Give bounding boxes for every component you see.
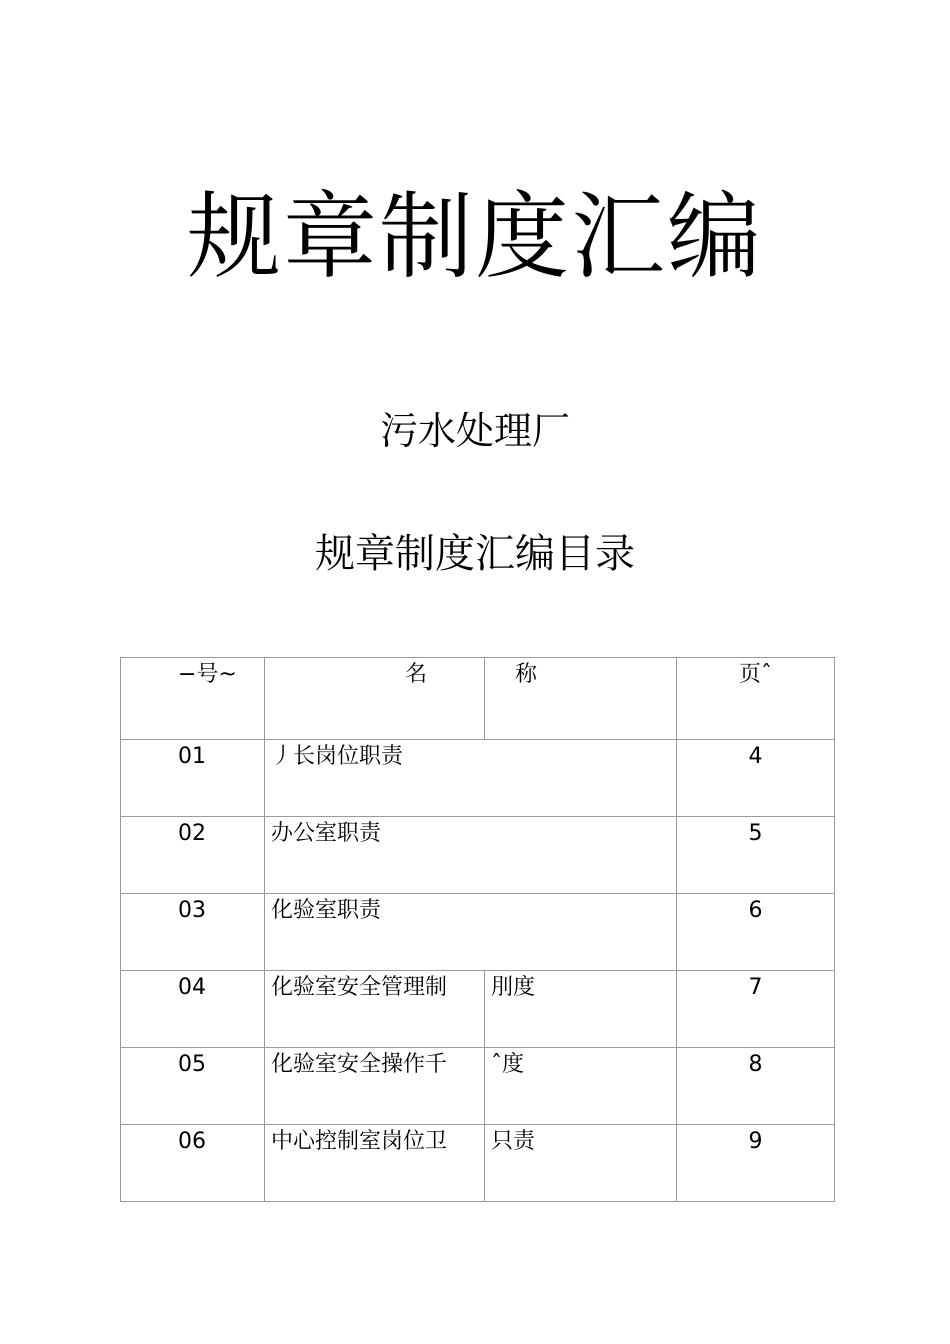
row-page: 4 (677, 740, 835, 817)
row-page: 9 (677, 1125, 835, 1202)
row-name: 丿长岗位职责 (265, 740, 677, 817)
header-name-part1: 名 (265, 658, 485, 740)
row-number: 02 (121, 817, 265, 894)
row-name-continued: 刖度 (485, 971, 677, 1048)
table-row (121, 817, 835, 894)
row-name: 中心控制室岗位卫 (265, 1125, 485, 1202)
row-number: 03 (121, 894, 265, 971)
table-row (121, 740, 835, 817)
row-name: 办公室职责 (265, 817, 677, 894)
row-name-continued: 只责 (485, 1125, 677, 1202)
document-title: 规章制度汇编 (186, 183, 763, 292)
row-page: 5 (677, 817, 835, 894)
table-row (121, 1125, 835, 1202)
row-name: 化验室安全管理制 (265, 971, 485, 1048)
header-page: 页ˆ (677, 658, 835, 740)
table-row (121, 1048, 835, 1125)
toc-table (120, 657, 835, 1202)
row-name-continued: ˆ度 (485, 1048, 677, 1125)
row-number: 05 (121, 1048, 265, 1125)
row-number: 04 (121, 971, 265, 1048)
row-number: 06 (121, 1125, 265, 1202)
organization-name: 污水处理厂 (379, 409, 570, 453)
row-page: 7 (677, 971, 835, 1048)
header-name-part2: 称 (485, 658, 677, 740)
header-number: −号~ (121, 658, 265, 740)
row-page: 8 (677, 1048, 835, 1125)
table-row (121, 971, 835, 1048)
row-name: 化验室安全操作千 (265, 1048, 485, 1125)
row-number: 01 (121, 740, 265, 817)
table-header-row (121, 658, 835, 740)
row-page: 6 (677, 894, 835, 971)
table-row (121, 894, 835, 971)
toc-heading: 规章制度汇编目录 (315, 531, 635, 577)
row-name: 化验室职责 (265, 894, 677, 971)
